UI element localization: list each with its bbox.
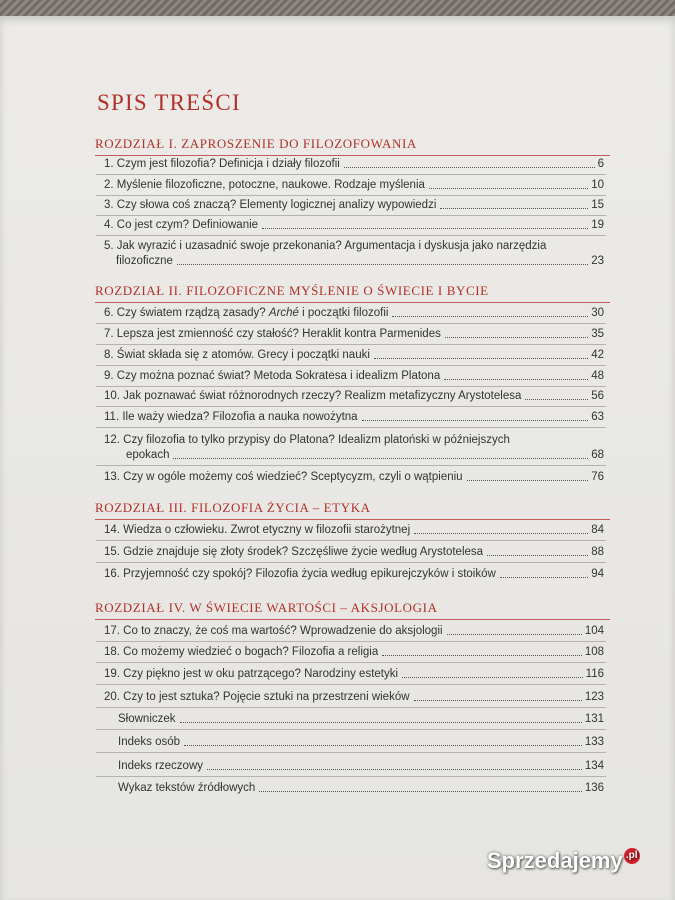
divider — [96, 465, 606, 466]
toc-entry — [104, 218, 604, 232]
toc-entry-title-end: i początki filozofii — [298, 307, 389, 319]
toc-entry-page: 131 — [584, 713, 604, 725]
background-surface — [0, 0, 675, 16]
toc-entry-page: 35 — [591, 328, 604, 340]
leader-dots — [440, 208, 588, 209]
chapter-heading-2: ROZDZIAŁ II. FILOZOFICZNE MYŚLENIE O ŚWIECIE I BYCIE — [95, 283, 610, 303]
leader-dots — [414, 700, 582, 701]
leader-dots — [487, 555, 588, 556]
toc-entry-page: 63 — [591, 411, 604, 423]
toc-entry — [104, 410, 604, 424]
toc-entry-title: 10. Jak poznawać świat różnorodnych rzeczy? Realizm metafizyczny Arystotelesa — [104, 390, 522, 402]
chapter-heading-4: ROZDZIAŁ IV. W ŚWIECIE WARTOŚCI – AKSJOLOGIA — [95, 600, 610, 620]
toc-entry-page: 133 — [584, 736, 604, 748]
divider — [96, 562, 606, 563]
toc-entry-title: 15. Gdzie znajduje się złoty środek? Szczęśliwe życie według Arystotelesa — [104, 546, 484, 558]
toc-entry — [104, 178, 604, 192]
toc-entry-page: 30 — [591, 307, 604, 319]
watermark-logo — [487, 848, 640, 874]
toc-entry — [104, 327, 604, 341]
leader-dots — [184, 745, 582, 746]
leader-dots — [382, 655, 582, 656]
toc-entry-page: 84 — [591, 524, 604, 536]
toc-entry-emphasis: Arché — [268, 307, 299, 319]
toc-entry — [118, 759, 604, 773]
divider — [96, 323, 606, 324]
toc-entry-title: 3. Czy słowa coś znaczą? Elementy logicznej analizy wypowiedzi — [104, 199, 437, 211]
toc-entry-title: 13. Czy w ogóle możemy coś wiedzieć? Sceptycyzm, czyli o wątpieniu — [104, 471, 463, 483]
leader-dots — [525, 399, 588, 400]
toc-entry-page: 48 — [591, 370, 604, 382]
toc-entry-title: 20. Czy to jest sztuka? Pojęcie sztuki na przestrzeni wieków — [104, 691, 410, 703]
divider — [96, 386, 606, 387]
toc-entry-page: 104 — [584, 625, 604, 637]
toc-entry-title: 9. Czy można poznać świat? Metoda Sokratesa i idealizm Platona — [104, 370, 441, 382]
toc-entry-page: 56 — [591, 390, 604, 402]
chapter-heading-1: ROZDZIAŁ I. ZAPROSZENIE DO FILOZOFOWANIA — [95, 136, 610, 156]
toc-entry — [104, 667, 604, 681]
toc-entry — [118, 712, 604, 726]
toc-entry-continuation — [126, 448, 604, 462]
toc-entry — [104, 433, 604, 447]
leader-dots — [374, 358, 588, 359]
toc-entry — [104, 645, 604, 659]
toc-entry-title: 17. Co to znaczy, że coś ma wartość? Wprowadzenie do aksjologii — [104, 625, 443, 637]
toc-entry — [104, 567, 604, 581]
toc-entry-page: 108 — [584, 646, 604, 658]
toc-entry-page: 42 — [591, 349, 604, 361]
toc-entry-title: 8. Świat składa się z atomów. Grecy i początki nauki — [104, 349, 370, 361]
toc-entry — [104, 389, 604, 403]
divider — [96, 729, 606, 730]
toc-entry-title: 5. Jak wyrazić i uzasadnić swoje przekonania? Argumentacja i dyskusja jako narzędzia — [104, 240, 547, 252]
watermark-text: Sprzedajemy — [487, 848, 623, 873]
divider — [96, 215, 606, 216]
toc-entry-title: 6. Czy światem rządzą zasady? — [104, 307, 269, 319]
divider — [96, 235, 606, 236]
toc-entry-page: 19 — [591, 219, 604, 231]
toc-entry-title: Słowniczek — [118, 713, 176, 725]
toc-entry-title: Wykaz tekstów źródłowych — [118, 782, 256, 794]
toc-entry — [104, 545, 604, 559]
divider — [96, 641, 606, 642]
divider — [96, 540, 606, 541]
toc-entry-title: 14. Wiedza o człowieku. Zwrot etyczny w filozofii starożytnej — [104, 524, 411, 536]
toc-entry-title: Indeks osób — [118, 736, 181, 748]
toc-entry-title: 12. Czy filozofia to tylko przypisy do Platona? Idealizm platoński w późniejszych — [104, 434, 510, 446]
toc-entry-title: 18. Co możemy wiedzieć o bogach? Filozofia a religia — [104, 646, 379, 658]
toc-entry — [118, 781, 604, 795]
leader-dots — [444, 379, 588, 380]
leader-dots — [173, 458, 588, 459]
leader-dots — [429, 188, 588, 189]
toc-entry-page: 15 — [591, 199, 604, 211]
leader-dots — [467, 480, 589, 481]
watermark-badge: .pl — [624, 848, 640, 864]
toc-entry — [104, 239, 604, 253]
toc-entry-page: 6 — [597, 158, 604, 170]
toc-entry-page: 94 — [591, 568, 604, 580]
toc-entry — [104, 369, 604, 383]
toc-entry-title: 11. Ile waży wiedza? Filozofia a nauka nowożytna — [104, 411, 358, 423]
page-title: SPIS TREŚCI — [97, 90, 241, 115]
divider — [96, 195, 606, 196]
toc-entry-title: 7. Lepsza jest zmienność czy stałość? Heraklit kontra Parmenides — [104, 328, 441, 340]
toc-entry-continuation — [116, 254, 604, 268]
toc-entry-title: 2. Myślenie filozoficzne, potoczne, naukowe. Rodzaje myślenia — [104, 179, 425, 191]
leader-dots — [362, 420, 589, 421]
toc-entry-title: 1. Czym jest filozofia? Definicja i działy filozofii — [104, 158, 340, 170]
divider — [96, 174, 606, 175]
toc-entry-title: filozoficzne — [116, 255, 173, 267]
leader-dots — [500, 577, 588, 578]
toc-entry-page: 88 — [591, 546, 604, 558]
divider — [96, 662, 606, 663]
toc-entry — [104, 157, 604, 171]
leader-dots — [259, 791, 582, 792]
leader-dots — [207, 769, 582, 770]
divider — [96, 684, 606, 685]
divider — [96, 365, 606, 366]
toc-entry-page: 76 — [591, 471, 604, 483]
divider — [96, 344, 606, 345]
divider — [96, 427, 606, 428]
toc-entry-page: 123 — [584, 691, 604, 703]
toc-entry — [118, 735, 604, 749]
toc-entry — [104, 470, 604, 484]
leader-dots — [447, 634, 582, 635]
toc-entry — [104, 624, 604, 638]
toc-entry — [104, 348, 604, 362]
toc-entry-page: 116 — [585, 668, 604, 680]
chapter-heading-3: ROZDZIAŁ III. FILOZOFIA ŻYCIA – ETYKA — [95, 500, 610, 520]
toc-entry-title: epokach — [126, 449, 170, 461]
toc-entry — [104, 306, 604, 320]
leader-dots — [344, 167, 595, 168]
divider — [96, 707, 606, 708]
toc-entry — [104, 690, 604, 704]
leader-dots — [414, 533, 588, 534]
toc-entry — [104, 198, 604, 212]
leader-dots — [177, 264, 588, 265]
divider — [96, 752, 606, 753]
toc-entry-page: 134 — [584, 760, 604, 772]
leader-dots — [392, 316, 588, 317]
leader-dots — [402, 677, 583, 678]
toc-entry-page: 136 — [584, 782, 604, 794]
divider — [96, 406, 606, 407]
toc-entry-page: 23 — [591, 255, 604, 267]
divider — [96, 776, 606, 777]
toc-entry-title: 4. Co jest czym? Definiowanie — [104, 219, 259, 231]
toc-entry-page: 68 — [591, 449, 604, 461]
toc-entry-page: 10 — [591, 179, 604, 191]
toc-entry — [104, 523, 604, 537]
leader-dots — [262, 228, 588, 229]
toc-entry-title: 19. Czy piękno jest w oku patrzącego? Narodziny estetyki — [104, 668, 399, 680]
toc-entry-title: 16. Przyjemność czy spokój? Filozofia życia według epikurejczyków i stoików — [104, 568, 496, 580]
leader-dots — [445, 337, 588, 338]
toc-entry-title: Indeks rzeczowy — [118, 760, 204, 772]
leader-dots — [180, 722, 582, 723]
